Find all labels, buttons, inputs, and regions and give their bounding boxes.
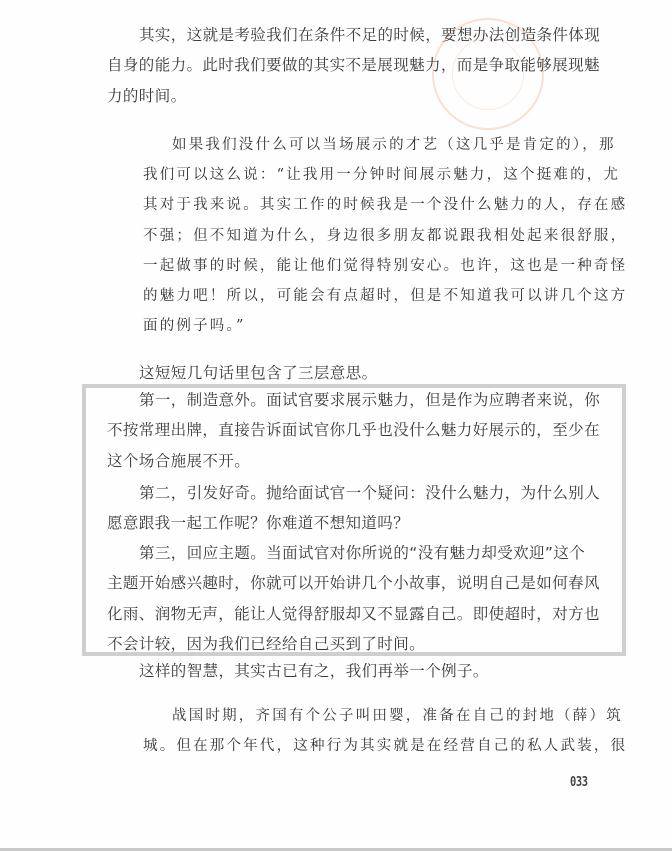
text-line: 第二，引发好奇。抛给面试官一个疑问：没什么魅力，为什么别人 <box>139 484 601 502</box>
quote-line: 战国时期，齐国有个公子叫田婴，准备在自己的封地（薛）筑 <box>172 708 623 724</box>
text-line: 其实，这就是考验我们在条件不足的时候，要想办法创造条件体现 <box>139 26 601 44</box>
text-line: 这个场合施展不开。 <box>107 452 251 470</box>
text-line: 自身的能力。此时我们要做的其实不是展现魅力，而是争取能够展现魅 <box>107 56 600 74</box>
quote-line: 如果我们没什么可以当场展示的才艺（这几乎是肯定的），那 <box>172 137 616 153</box>
text-line: 主题开始感兴趣时，你就可以开始讲几个小故事，说明自己是如何春风 <box>107 574 600 592</box>
text-line: 不会计较，因为我们已经给自己买到了时间。 <box>107 635 426 653</box>
page-number: 033 <box>570 775 588 790</box>
quote-line: 其对于我来说。其实工作的时候我是一个没什么魅力的人，存在感 <box>143 197 628 213</box>
quote-line: 城。但在那个年代，这种行为其实就是在经营自己的私人武装，很 <box>143 738 628 754</box>
text-line: 第三，回应主题。当面试官对你所说的“没有魅力却受欢迎”这个 <box>139 544 586 562</box>
text-line: 力的时间。 <box>107 87 187 105</box>
quote-line: 一起做事的时候，能让他们觉得特别安心。也许，这也是一种奇怪 <box>143 258 628 274</box>
text-line: 愿意跟我一起工作呢？你难道不想知道吗？ <box>107 514 410 532</box>
paragraph-another-example: 这样的智慧，其实古已有之，我们再举一个例子。 <box>139 662 489 680</box>
quote-line: 不强；但不知道为什么，身边很多朋友都说跟我相处起来很舒服， <box>143 228 628 244</box>
text-line: 第一，制造意外。面试官要求展示魅力，但是作为应聘者来说，你 <box>139 391 601 409</box>
quote-line: 的魅力吧！所以，可能会有点超时，但是不知道我可以讲几个这方 <box>143 288 628 304</box>
paragraph-three-meanings: 这短短几句话里包含了三层意思。 <box>139 364 378 382</box>
quote-line: 我们可以这么说：“让我用一分钟时间展示魅力，这个挺难的，尤 <box>143 167 621 183</box>
text-line: 不按常理出牌，直接告诉面试官你几乎也没什么魅力好展示的，至少在 <box>107 421 600 439</box>
quote-line: 面的例子吗。” <box>143 318 246 334</box>
text-line: 化雨、润物无声，能让人觉得舒服却又不显露自己。即使超时，对方也 <box>107 605 600 623</box>
